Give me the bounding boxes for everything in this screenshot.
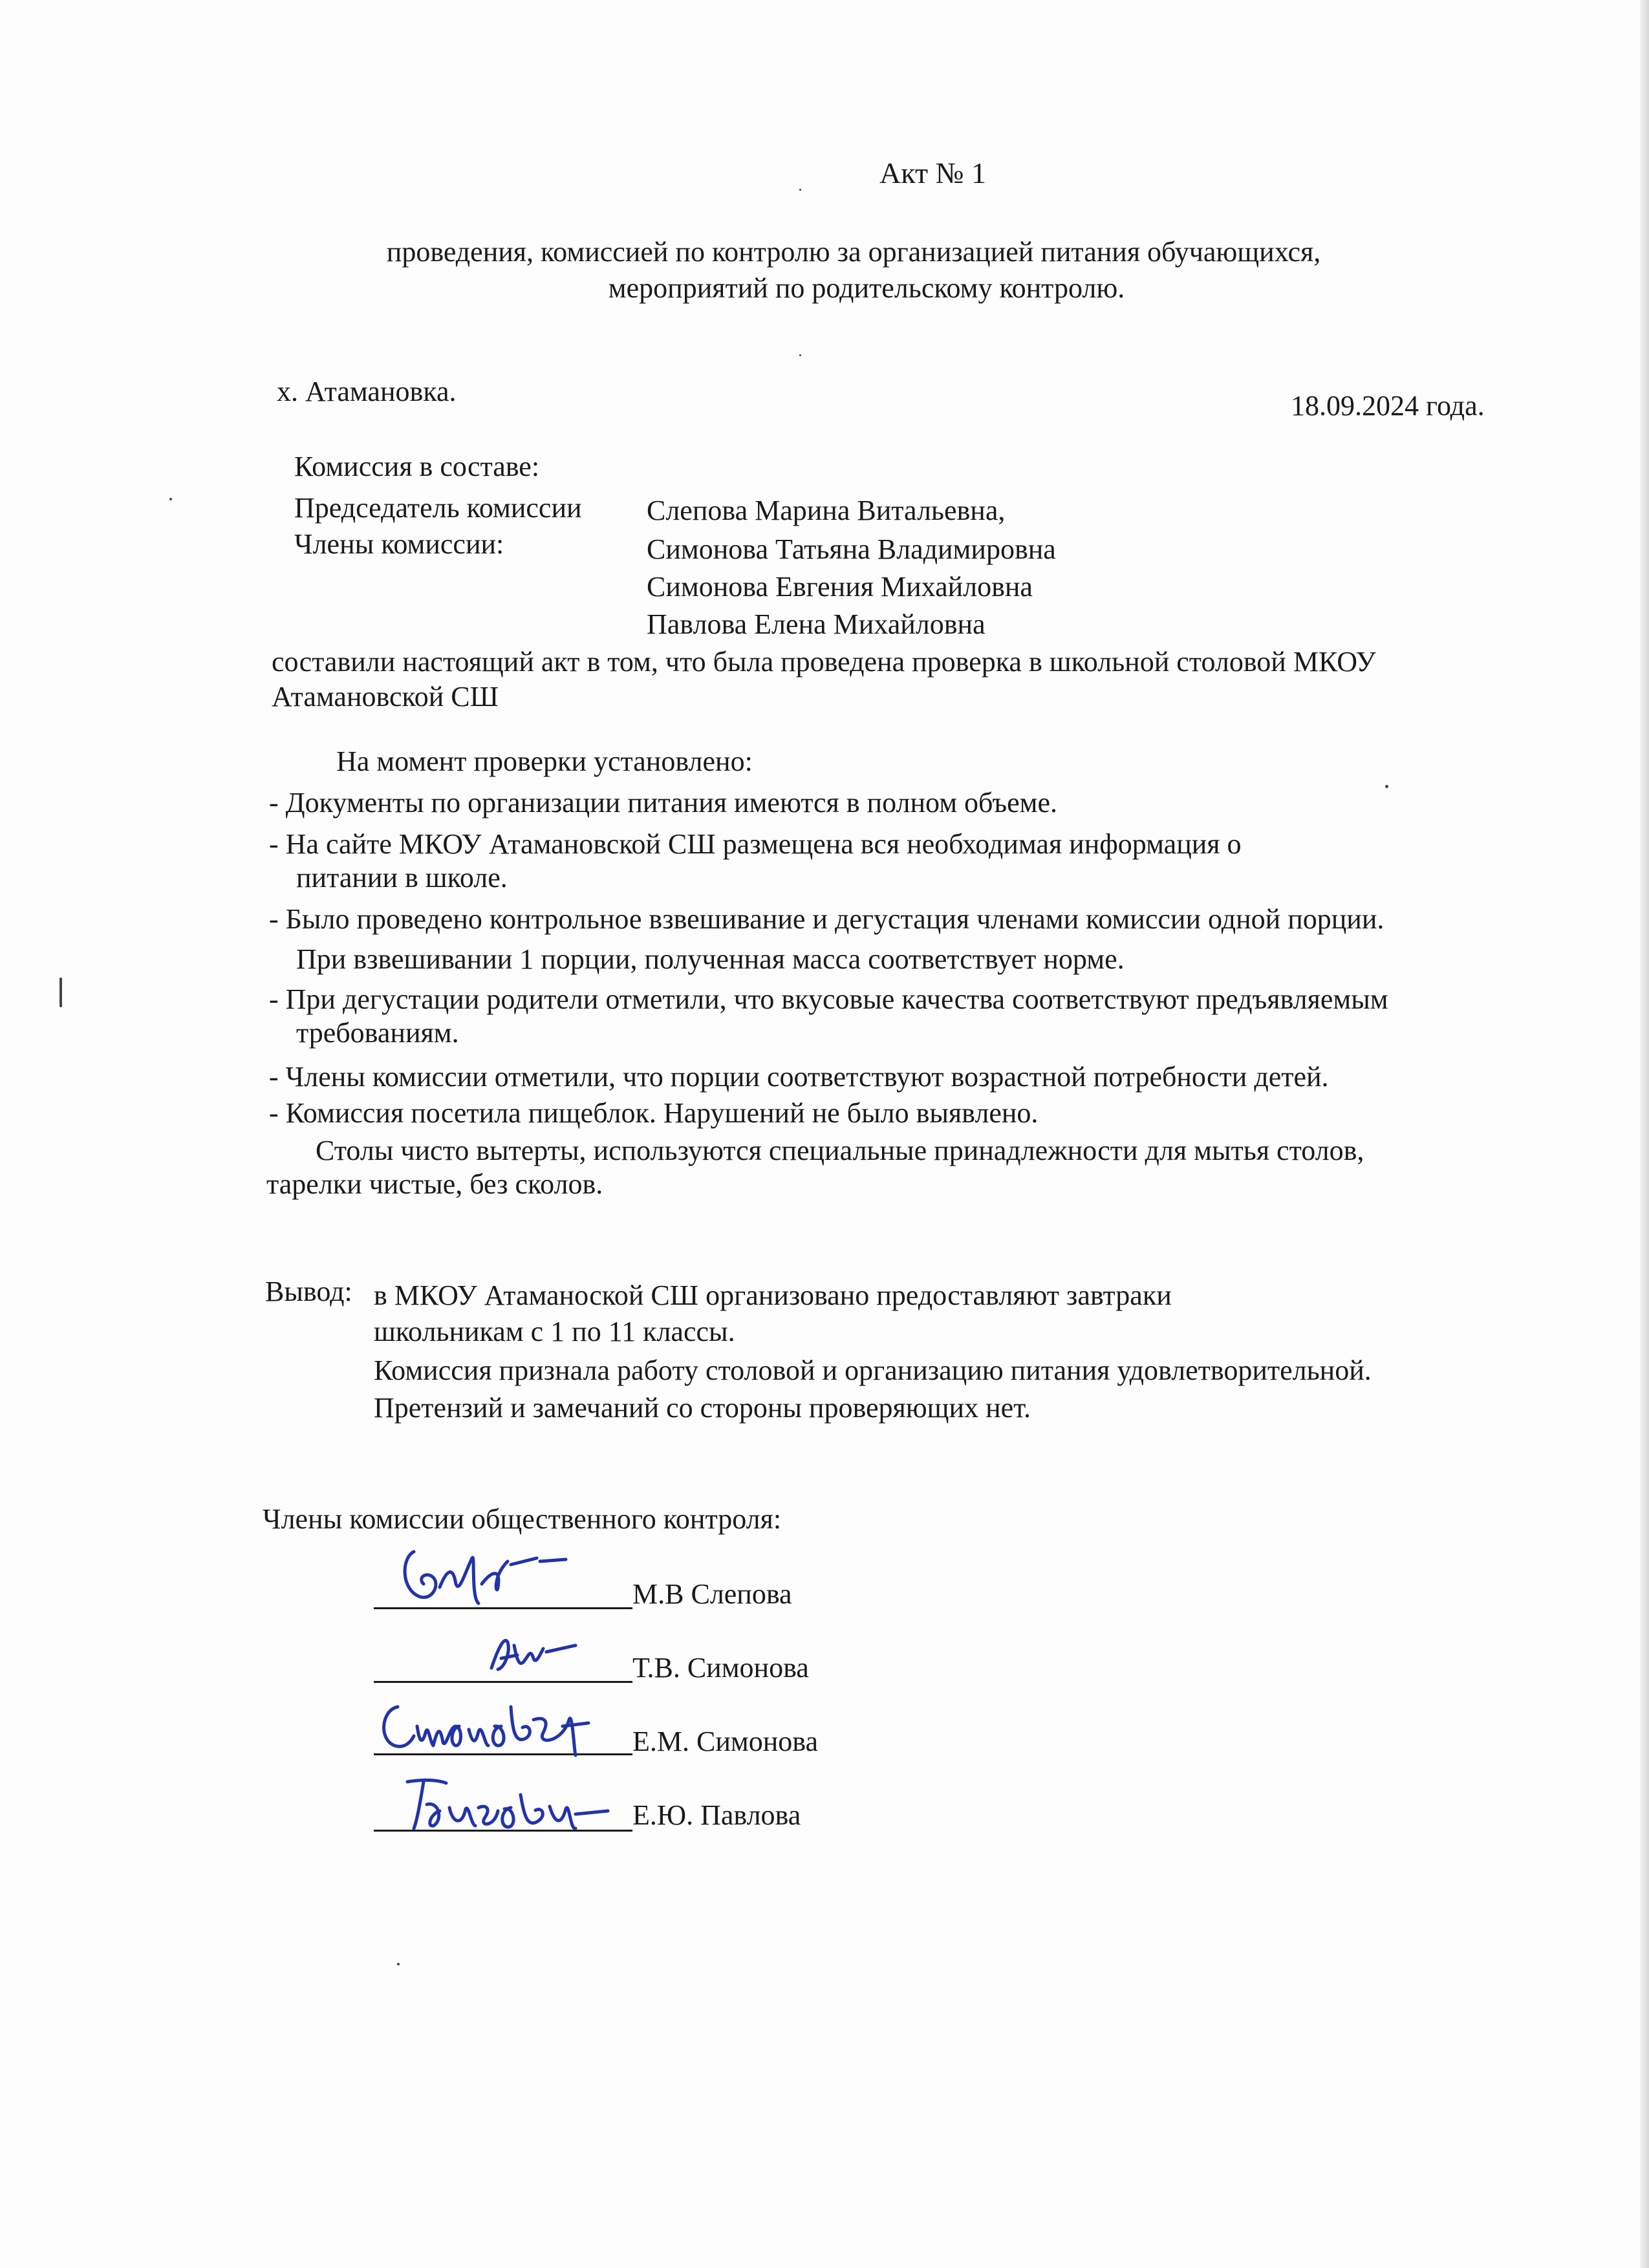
signatory-name: М.В Слепова [632,1578,792,1610]
finding-line: - На сайте МКОУ Атамановской СШ размещена вся необходимая информация о [269,828,1242,860]
scan-speck [59,978,62,1007]
member-name: Симонова Евгения Михайловна [647,571,1033,603]
chair-label: Председатель комиссии [294,492,582,524]
finding-line: - Было проведено контрольное взвешивание и дегустация членами комиссии одной порции. [269,903,1385,935]
conclusion-line: школьникам с 1 по 11 классы. [374,1316,735,1347]
document-subtitle-line1: проведения, комиссией по контролю за организацией питания обучающихся, [386,236,1321,268]
finding-line: требованиям. [296,1017,459,1049]
conclusion-line: в МКОУ Атаманоской СШ организовано предоставляют завтраки [374,1279,1172,1311]
scan-speck [169,498,172,500]
document-title: Акт № 1 [879,156,986,189]
signature-slepova [388,1532,582,1610]
signatory-name: Е.Ю. Павлова [632,1799,801,1831]
commission-intro: Комиссия в составе: [294,451,540,482]
signatures-heading: Члены комиссии общественного контроля: [263,1503,782,1535]
signatory-name: Т.В. Симонова [632,1652,809,1684]
finding-line: питании в школе. [296,862,508,893]
document-subtitle-line2: мероприятий по родительскому контролю. [608,272,1125,304]
signature-simonova-tv [479,1623,582,1681]
scan-speck [799,189,801,191]
signatory-name: Е.М. Симонова [632,1726,819,1757]
statement-line: составили настоящий акт в том, что была проведена проверка в школьной столовой МКОУ [272,646,1376,678]
finding-line: - Документы по организации питания имеются в полном объеме. [269,787,1057,818]
document-date: 18.09.2024 года. [1291,390,1485,422]
statement-line: Атамановской СШ [272,681,499,712]
finding-line: - Комиссия посетила пищеблок. Нарушений не было выявлено. [269,1097,1039,1129]
signature-simonova-em [369,1687,640,1759]
member-name: Симонова Татьяна Владимировна [647,533,1056,565]
scan-speck [1385,785,1388,788]
signature-line [374,1681,632,1683]
conclusion-line: Претензий и замечаний со стороны проверяющих нет. [374,1392,1031,1424]
conclusion-label: Вывод: [265,1276,352,1307]
member-name: Павлова Елена Михайловна [647,608,986,640]
findings-intro: На момент проверки установлено: [336,745,753,777]
signature-pavlova [388,1769,634,1834]
finding-line: При взвешивании 1 порции, полученная масса соответствует норме. [296,943,1125,975]
conclusion-line: Комиссия признала работу столовой и организацию питания удовлетворительной. [374,1354,1372,1386]
finding-line: Столы чисто вытерты, используются специальные принадлежности для мытья столов, [316,1135,1364,1166]
finding-line: тарелки чистые, без сколов. [266,1168,603,1200]
scan-edge [1640,0,1649,2268]
finding-line: - При дегустации родители отметили, что вкусовые качества соответствуют предъявляемым [269,983,1388,1015]
finding-line: - Члены комиссии отметили, что порции соответствуют возрастной потребности детей. [269,1061,1329,1093]
scan-speck [397,1963,400,1965]
chair-name: Слепова Марина Витальевна, [647,495,1006,526]
scan-speck [799,354,801,356]
members-label: Члены комиссии: [294,528,504,560]
place: х. Атамановка. [277,376,457,407]
